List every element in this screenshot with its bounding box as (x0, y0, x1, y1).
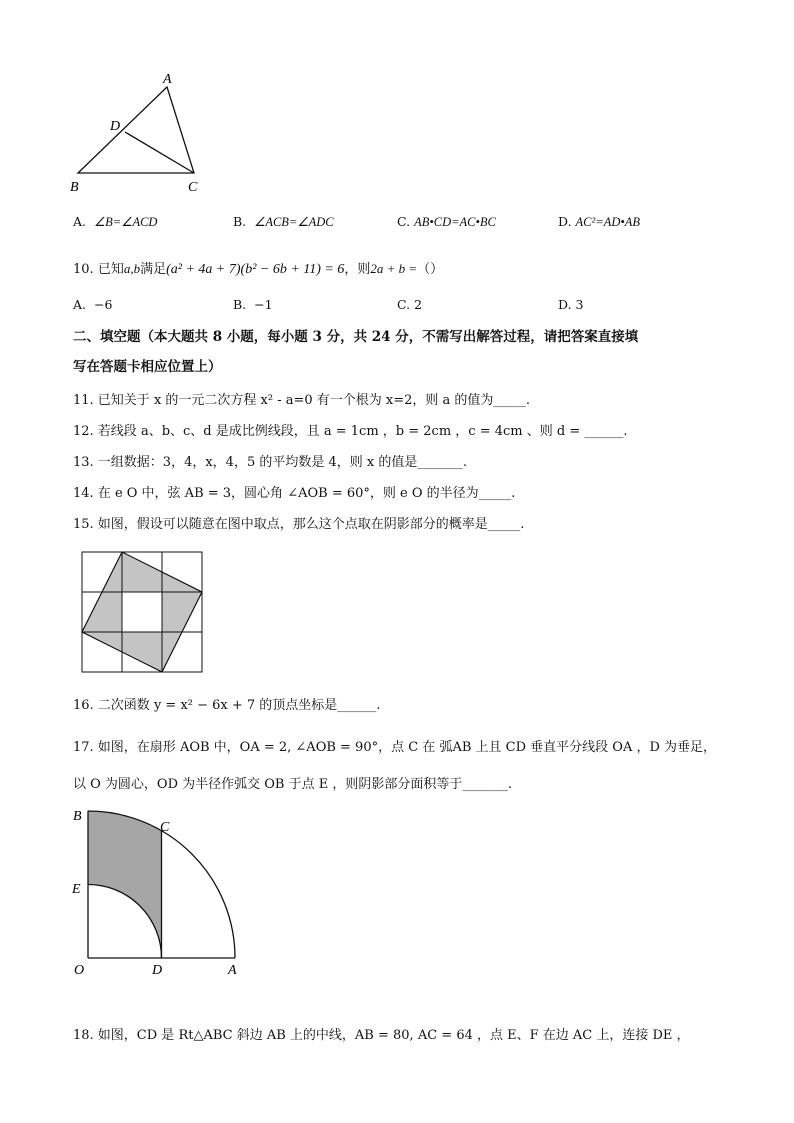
question-13: 13. 一组数据：3，4，x，4，5 的平均数是 4，则 x 的值是_______. (73, 455, 467, 470)
label-o: O (74, 963, 85, 978)
q10-option-a: A. −6 (73, 297, 113, 312)
question-16: 16. 二次函数 y = x² − 6x + 7 的顶点坐标是______. (73, 698, 381, 713)
label-d: D (110, 119, 121, 134)
triangle-figure (60, 60, 220, 200)
question-17-line1: 17. 如图，在扇形 AOB 中，OA = 2, ∠AOB = 90°，点 C 在 弧AB 上且 CD 垂直平分线段 OA ，D 为垂足， (73, 740, 717, 755)
triangle-abc (78, 87, 194, 173)
label-e: E (72, 882, 81, 897)
label-b: B (73, 809, 82, 824)
question-17-line2: 以 O 为圆心，OD 为半径作弧交 OB 于点 E ，则阴影部分面积等于_______. (73, 777, 512, 792)
q10-option-c: C. 2 (397, 297, 423, 312)
label-d: D (152, 963, 163, 978)
label-b: B (70, 180, 79, 195)
section-2-heading-line2: 写在答题卡相应位置上） (73, 359, 222, 375)
grid-figure (80, 550, 206, 676)
question-18: 18. 如图，CD 是 Rt△ABC 斜边 AB 上的中线，AB = 80, AC = 64 ，点 E、F 在边 AC 上，连接 DE ， (73, 1028, 690, 1043)
question-15: 15. 如图，假设可以随意在图中取点，那么这个点取在阴影部分的概率是_____. (73, 517, 525, 532)
sector-figure (68, 805, 258, 980)
question-14: 14. 在 e O 中，弦 AB = 3，圆心角 ∠AOB = 60°，则 e O 的半径为_____. (73, 486, 516, 501)
question-12: 12. 若线段 a、b、c、d 是成比例线段，且 a = 1cm ，b = 2cm ，c = 4cm 、则 d = ______. (73, 424, 628, 439)
q9-option-a: A. ∠B=∠ACD (73, 214, 158, 229)
label-c: C (160, 820, 170, 835)
label-c: C (188, 180, 198, 195)
q10-option-b: B. −1 (233, 297, 273, 312)
label-a: A (163, 72, 172, 87)
q9-option-b: B. ∠ACB=∠ADC (233, 214, 334, 229)
q10-option-d: D. 3 (558, 297, 584, 312)
question-10: 10. 已知a,b满足(a² + 4a + 7)(b² − 6b + 11) = 6，则2a + b =（） (73, 261, 444, 277)
q9-option-d: D. AC²=AD•AB (558, 214, 641, 229)
shaded-region (88, 811, 162, 958)
center-white-square (122, 592, 162, 632)
label-a: A (228, 963, 237, 978)
section-2-heading-line1: 二、填空题（本大题共 8 小题，每小题 3 分，共 24 分，不需写出解答过程，请把答案直接填 (73, 329, 639, 345)
question-11: 11. 已知关于 x 的一元二次方程 x² - a=0 有一个根为 x=2，则 a 的值为_____. (73, 393, 531, 408)
q9-option-c: C. AB•CD=AC•BC (397, 214, 496, 229)
